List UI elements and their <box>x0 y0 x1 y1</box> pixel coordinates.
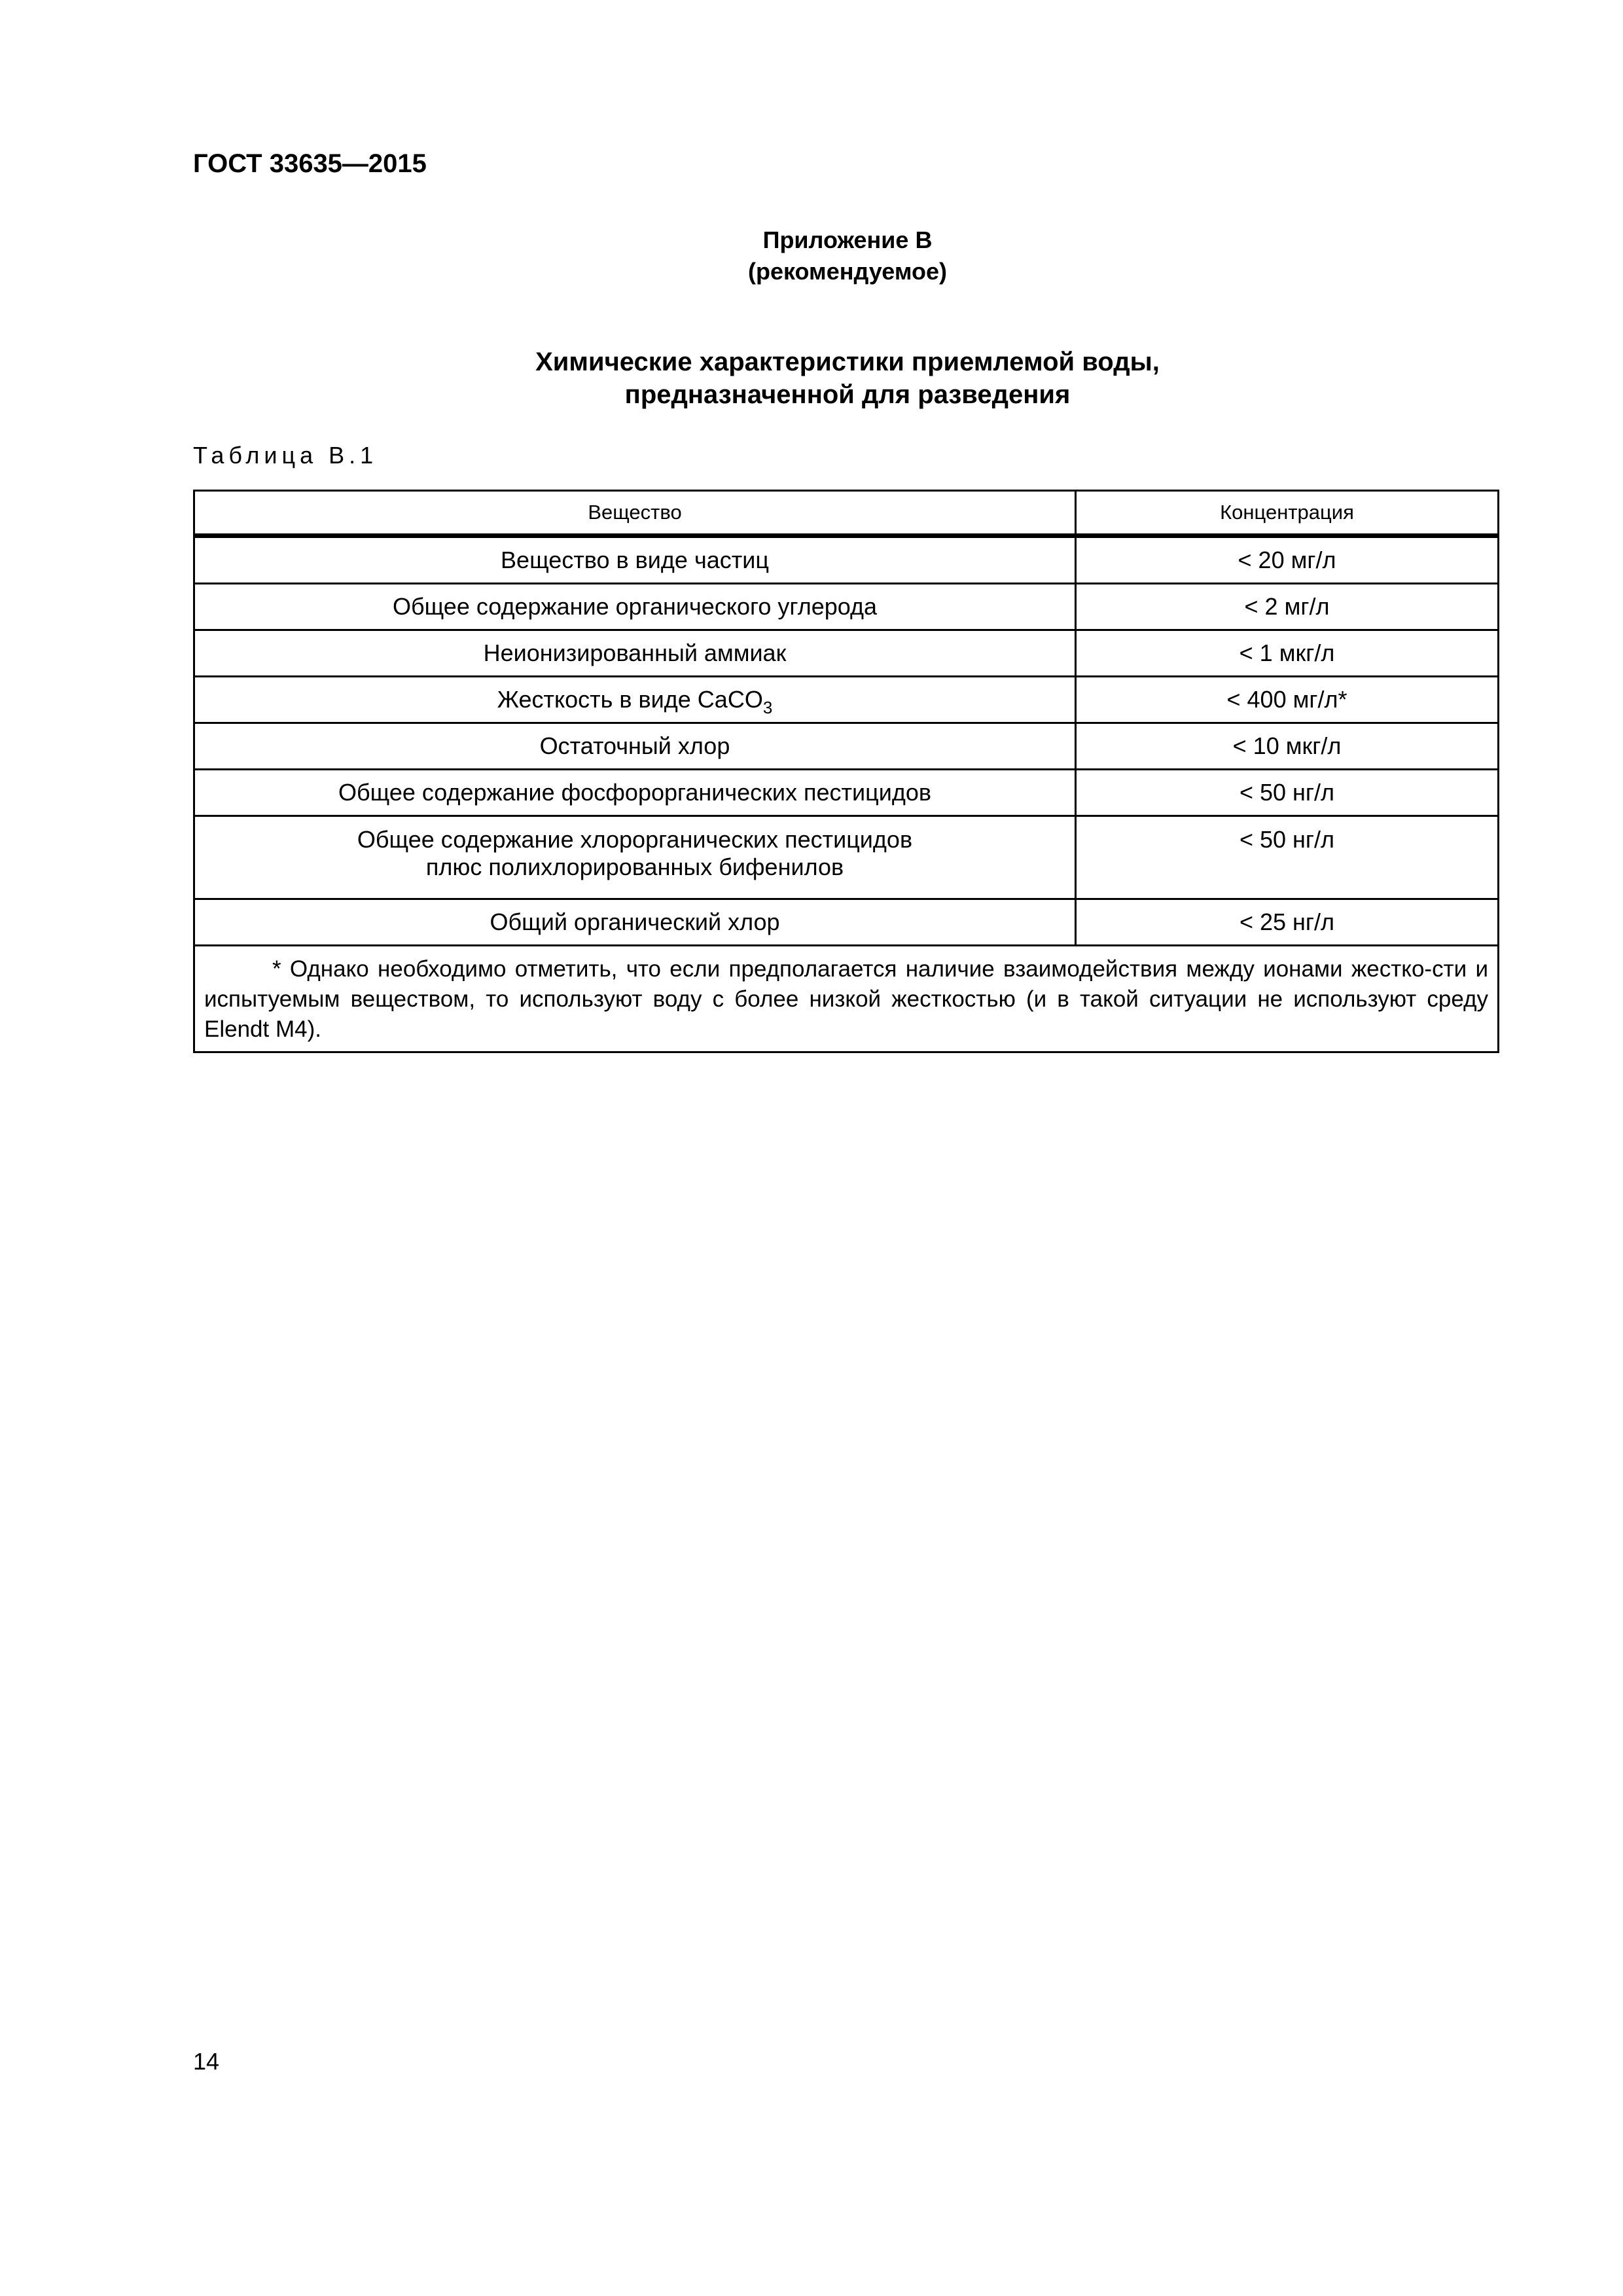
column-header-substance: Вещество <box>194 491 1076 536</box>
substance-cell: Общее содержание органического углерода <box>194 584 1076 630</box>
appendix-heading <box>193 224 1502 287</box>
substance-cell <box>194 816 1076 899</box>
table-row <box>194 770 1499 816</box>
column-header-concentration: Концентрация <box>1076 491 1499 536</box>
section-title-line-2: предназначенной для разведения <box>624 380 1071 409</box>
concentration-cell: < 400 мг/л* <box>1076 677 1499 723</box>
substance-cell: Остаточный хлор <box>194 723 1076 770</box>
document-code: ГОСТ 33635—2015 <box>193 149 427 178</box>
substance-text-line-1: Общее содержание хлорорганических пестицидов <box>357 826 913 853</box>
substance-text: Жесткость в виде CaCO <box>497 686 763 713</box>
section-title <box>193 346 1502 411</box>
page-number: 14 <box>193 2048 220 2075</box>
appendix-title: Приложение В <box>762 226 933 253</box>
concentration-cell: < 50 нг/л <box>1076 816 1499 899</box>
substance-cell: Общий органический хлор <box>194 899 1076 946</box>
concentration-cell: < 50 нг/л <box>1076 770 1499 816</box>
table-row <box>194 630 1499 677</box>
water-characteristics-table <box>193 490 1499 1053</box>
table-row <box>194 584 1499 630</box>
concentration-cell: < 2 мг/л <box>1076 584 1499 630</box>
concentration-cell: < 1 мкг/л <box>1076 630 1499 677</box>
table-row <box>194 899 1499 946</box>
concentration-cell: < 20 мг/л <box>1076 536 1499 584</box>
chemical-subscript: 3 <box>762 698 773 717</box>
table-row <box>194 816 1499 899</box>
substance-cell: Неионизированный аммиак <box>194 630 1076 677</box>
table-footnote-row <box>194 946 1499 1052</box>
concentration-cell: < 25 нг/л <box>1076 899 1499 946</box>
substance-cell <box>194 677 1076 723</box>
table-footnote: * Однако необходимо отметить, что если предполагается наличие взаимодействия между ионами жестко-сти и испытуемым веществом, то используют воду с более низкой жесткостью (и в такой ситуации не используют среду Elendt M4). <box>194 946 1499 1052</box>
table-row <box>194 677 1499 723</box>
substance-cell: Общее содержание фосфорорганических пестицидов <box>194 770 1076 816</box>
appendix-status: (рекомендуемое) <box>748 258 947 285</box>
table-row <box>194 536 1499 584</box>
table-caption: Таблица В.1 <box>193 442 378 469</box>
substance-text-line-2: плюс полихлорированных бифенилов <box>425 853 844 880</box>
table-header-row <box>194 491 1499 536</box>
substance-cell: Вещество в виде частиц <box>194 536 1076 584</box>
section-title-line-1: Химические характеристики приемлемой воды, <box>535 348 1160 376</box>
table-row <box>194 723 1499 770</box>
concentration-cell: < 10 мкг/л <box>1076 723 1499 770</box>
